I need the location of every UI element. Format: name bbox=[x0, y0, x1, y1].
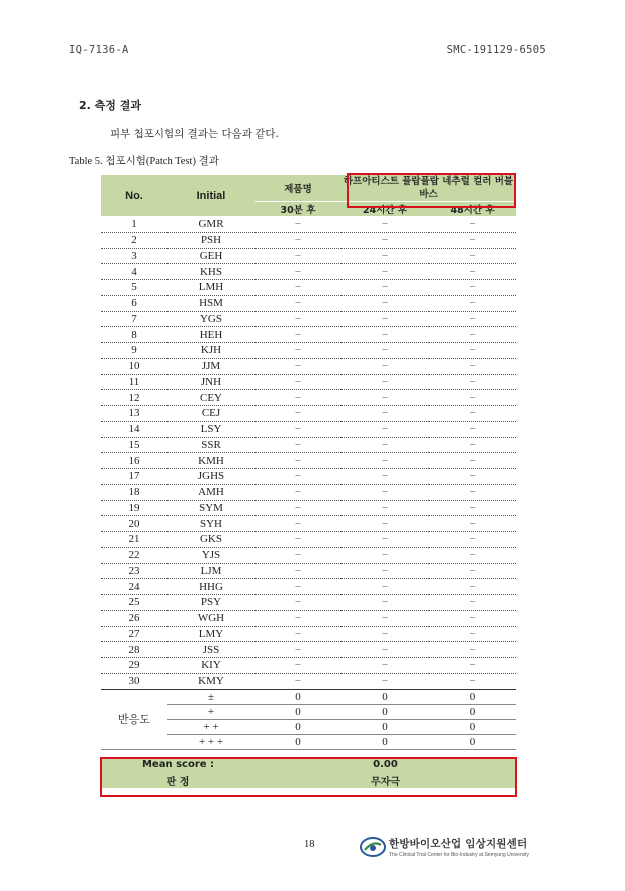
result-48h: – bbox=[429, 453, 516, 469]
subject-initial: HSM bbox=[167, 295, 255, 311]
table-row bbox=[101, 642, 516, 658]
result-30min: – bbox=[255, 547, 341, 563]
subject-initial: LMY bbox=[167, 626, 255, 642]
subject-no: 29 bbox=[101, 658, 167, 674]
result-24h: – bbox=[341, 595, 429, 611]
result-30min: – bbox=[255, 579, 341, 595]
result-24h: – bbox=[341, 264, 429, 280]
table-row bbox=[101, 358, 516, 374]
subject-no: 4 bbox=[101, 264, 167, 280]
result-24h: – bbox=[341, 469, 429, 485]
result-24h: – bbox=[341, 421, 429, 437]
reaction-count-30min: 0 bbox=[255, 719, 341, 734]
doc-id-right: SMC-191129-6505 bbox=[446, 44, 546, 56]
reaction-label: 반응도 bbox=[101, 689, 167, 749]
reaction-count-30min: 0 bbox=[255, 704, 341, 719]
result-30min: – bbox=[255, 217, 341, 233]
result-30min: – bbox=[255, 658, 341, 674]
mean-score-value: 0.00 bbox=[255, 756, 516, 772]
result-24h: – bbox=[341, 280, 429, 296]
result-30min: – bbox=[255, 500, 341, 516]
subject-no: 25 bbox=[101, 595, 167, 611]
patch-test-table bbox=[101, 175, 516, 788]
result-48h: – bbox=[429, 595, 516, 611]
subject-no: 24 bbox=[101, 579, 167, 595]
table-row bbox=[101, 547, 516, 563]
result-30min: – bbox=[255, 406, 341, 422]
subject-initial: AMH bbox=[167, 484, 255, 500]
subject-no: 6 bbox=[101, 295, 167, 311]
judgement-label: 판 정 bbox=[101, 772, 255, 788]
table-row bbox=[101, 595, 516, 611]
result-30min: – bbox=[255, 453, 341, 469]
table-row bbox=[101, 469, 516, 485]
table-row bbox=[101, 264, 516, 280]
subject-initial: SYH bbox=[167, 516, 255, 532]
result-24h: – bbox=[341, 642, 429, 658]
result-30min: – bbox=[255, 595, 341, 611]
result-48h: – bbox=[429, 217, 516, 233]
reaction-count-30min: 0 bbox=[255, 689, 341, 704]
subject-initial: JNH bbox=[167, 374, 255, 390]
result-30min: – bbox=[255, 484, 341, 500]
table-row bbox=[101, 217, 516, 233]
result-48h: – bbox=[429, 295, 516, 311]
result-30min: – bbox=[255, 532, 341, 548]
subject-initial: KHS bbox=[167, 264, 255, 280]
subject-initial: KMH bbox=[167, 453, 255, 469]
reaction-count-24h: 0 bbox=[341, 689, 429, 704]
result-48h: – bbox=[429, 390, 516, 406]
table-row bbox=[101, 484, 516, 500]
table-row bbox=[101, 563, 516, 579]
table-row bbox=[101, 248, 516, 264]
result-30min: – bbox=[255, 327, 341, 343]
result-24h: – bbox=[341, 484, 429, 500]
result-48h: – bbox=[429, 311, 516, 327]
table-row bbox=[101, 311, 516, 327]
reaction-symbol: + bbox=[167, 704, 255, 719]
header-48h: 48시간 후 bbox=[429, 202, 516, 217]
caption-prefix: Table 5. bbox=[69, 156, 106, 167]
reaction-count-24h: 0 bbox=[341, 704, 429, 719]
result-48h: – bbox=[429, 673, 516, 689]
result-24h: – bbox=[341, 390, 429, 406]
result-24h: – bbox=[341, 232, 429, 248]
table-row bbox=[101, 390, 516, 406]
reaction-count-48h: 0 bbox=[429, 719, 516, 734]
subject-no: 30 bbox=[101, 673, 167, 689]
subject-initial: GEH bbox=[167, 248, 255, 264]
logo-sub-text: The Clinical Trial Center for Bio-Industry at Semyung University bbox=[389, 852, 530, 858]
reaction-symbol: ± bbox=[167, 689, 255, 704]
result-48h: – bbox=[429, 327, 516, 343]
result-48h: – bbox=[429, 343, 516, 359]
result-24h: – bbox=[341, 343, 429, 359]
result-24h: – bbox=[341, 327, 429, 343]
result-30min: – bbox=[255, 311, 341, 327]
subject-no: 21 bbox=[101, 532, 167, 548]
subject-initial: KJH bbox=[167, 343, 255, 359]
subject-initial: JSS bbox=[167, 642, 255, 658]
result-48h: – bbox=[429, 437, 516, 453]
result-48h: – bbox=[429, 374, 516, 390]
subject-no: 28 bbox=[101, 642, 167, 658]
header-30min: 30분 후 bbox=[255, 202, 341, 217]
result-48h: – bbox=[429, 484, 516, 500]
subject-initial: JJM bbox=[167, 358, 255, 374]
section-title: 2. 측정 결과 bbox=[79, 99, 141, 112]
result-48h: – bbox=[429, 358, 516, 374]
subject-initial: SYM bbox=[167, 500, 255, 516]
result-48h: – bbox=[429, 232, 516, 248]
table-row bbox=[101, 626, 516, 642]
subject-initial: GMR bbox=[167, 217, 255, 233]
result-30min: – bbox=[255, 295, 341, 311]
result-30min: – bbox=[255, 610, 341, 626]
result-24h: – bbox=[341, 295, 429, 311]
subject-no: 3 bbox=[101, 248, 167, 264]
result-48h: – bbox=[429, 532, 516, 548]
reaction-count-30min: 0 bbox=[255, 734, 341, 749]
result-24h: – bbox=[341, 673, 429, 689]
result-24h: – bbox=[341, 406, 429, 422]
subject-initial: CEY bbox=[167, 390, 255, 406]
result-48h: – bbox=[429, 500, 516, 516]
spacer-cell bbox=[101, 749, 516, 756]
judgement-value: 무자극 bbox=[255, 772, 516, 788]
reaction-count-24h: 0 bbox=[341, 719, 429, 734]
result-48h: – bbox=[429, 658, 516, 674]
result-48h: – bbox=[429, 516, 516, 532]
reaction-count-48h: 0 bbox=[429, 689, 516, 704]
table-row bbox=[101, 500, 516, 516]
result-48h: – bbox=[429, 626, 516, 642]
result-30min: – bbox=[255, 437, 341, 453]
subject-no: 17 bbox=[101, 469, 167, 485]
result-30min: – bbox=[255, 280, 341, 296]
table-caption bbox=[69, 153, 219, 168]
subject-no: 27 bbox=[101, 626, 167, 642]
result-48h: – bbox=[429, 469, 516, 485]
table-row bbox=[101, 374, 516, 390]
subject-no: 22 bbox=[101, 547, 167, 563]
subject-no: 14 bbox=[101, 421, 167, 437]
product-name: 하프아티스트 플랍플랍 네추럴 컬러 버블바스 bbox=[341, 175, 516, 202]
header-24h: 24시간 후 bbox=[341, 202, 429, 217]
subject-initial: HEH bbox=[167, 327, 255, 343]
subject-initial: CEJ bbox=[167, 406, 255, 422]
subject-no: 10 bbox=[101, 358, 167, 374]
result-24h: – bbox=[341, 516, 429, 532]
table-row bbox=[101, 453, 516, 469]
result-48h: – bbox=[429, 406, 516, 422]
result-24h: – bbox=[341, 547, 429, 563]
subject-no: 11 bbox=[101, 374, 167, 390]
result-48h: – bbox=[429, 563, 516, 579]
table-row bbox=[101, 437, 516, 453]
result-30min: – bbox=[255, 469, 341, 485]
subject-no: 26 bbox=[101, 610, 167, 626]
result-30min: – bbox=[255, 232, 341, 248]
result-48h: – bbox=[429, 579, 516, 595]
intro-text: 피부 첩포시험의 결과는 다음과 같다. bbox=[110, 128, 279, 140]
result-24h: – bbox=[341, 532, 429, 548]
table-row bbox=[101, 673, 516, 689]
result-30min: – bbox=[255, 390, 341, 406]
table-row bbox=[101, 516, 516, 532]
reaction-count-48h: 0 bbox=[429, 704, 516, 719]
result-24h: – bbox=[341, 358, 429, 374]
table-row bbox=[101, 343, 516, 359]
subject-no: 13 bbox=[101, 406, 167, 422]
result-30min: – bbox=[255, 374, 341, 390]
result-24h: – bbox=[341, 217, 429, 233]
subject-no: 15 bbox=[101, 437, 167, 453]
result-30min: – bbox=[255, 264, 341, 280]
table-row bbox=[101, 232, 516, 248]
table-row bbox=[101, 658, 516, 674]
page-number: 18 bbox=[304, 839, 315, 850]
subject-initial: LSY bbox=[167, 421, 255, 437]
table-row bbox=[101, 280, 516, 296]
result-48h: – bbox=[429, 248, 516, 264]
result-24h: – bbox=[341, 610, 429, 626]
mean-score-label: Mean score : bbox=[101, 756, 255, 772]
result-48h: – bbox=[429, 642, 516, 658]
subject-initial: WGH bbox=[167, 610, 255, 626]
result-24h: – bbox=[341, 374, 429, 390]
header-product: 제품명 bbox=[255, 175, 341, 202]
table-row bbox=[101, 610, 516, 626]
result-24h: – bbox=[341, 311, 429, 327]
subject-initial: YGS bbox=[167, 311, 255, 327]
subject-no: 23 bbox=[101, 563, 167, 579]
result-24h: – bbox=[341, 658, 429, 674]
subject-no: 2 bbox=[101, 232, 167, 248]
doc-id-left: IQ-7136-A bbox=[69, 44, 129, 56]
subject-initial: GKS bbox=[167, 532, 255, 548]
result-24h: – bbox=[341, 626, 429, 642]
result-30min: – bbox=[255, 343, 341, 359]
subject-no: 7 bbox=[101, 311, 167, 327]
subject-initial: SSR bbox=[167, 437, 255, 453]
subject-initial: LMH bbox=[167, 280, 255, 296]
highlight-box-result bbox=[100, 757, 517, 797]
result-48h: – bbox=[429, 610, 516, 626]
center-logo bbox=[360, 836, 529, 858]
spacer-row bbox=[101, 749, 516, 756]
table-row bbox=[101, 295, 516, 311]
header-no: No. bbox=[101, 175, 167, 217]
subject-no: 19 bbox=[101, 500, 167, 516]
subject-no: 18 bbox=[101, 484, 167, 500]
header-initial: Initial bbox=[167, 175, 255, 217]
result-30min: – bbox=[255, 673, 341, 689]
result-30min: – bbox=[255, 626, 341, 642]
table-row bbox=[101, 579, 516, 595]
table-row bbox=[101, 406, 516, 422]
result-24h: – bbox=[341, 579, 429, 595]
reaction-count-24h: 0 bbox=[341, 734, 429, 749]
result-24h: – bbox=[341, 453, 429, 469]
reaction-row bbox=[101, 689, 516, 704]
subject-no: 16 bbox=[101, 453, 167, 469]
caption-body: 첩포시험(Patch Test) 결과 bbox=[105, 156, 219, 167]
result-30min: – bbox=[255, 563, 341, 579]
reaction-symbol: + + + bbox=[167, 734, 255, 749]
result-30min: – bbox=[255, 642, 341, 658]
result-48h: – bbox=[429, 421, 516, 437]
table-row bbox=[101, 327, 516, 343]
subject-no: 1 bbox=[101, 217, 167, 233]
center-logo-icon bbox=[360, 836, 386, 858]
subject-initial: PSY bbox=[167, 595, 255, 611]
subject-initial: KIY bbox=[167, 658, 255, 674]
subject-initial: LJM bbox=[167, 563, 255, 579]
result-30min: – bbox=[255, 358, 341, 374]
result-24h: – bbox=[341, 248, 429, 264]
subject-initial: YJS bbox=[167, 547, 255, 563]
subject-initial: KMY bbox=[167, 673, 255, 689]
highlight-box-product bbox=[347, 173, 516, 208]
subject-no: 5 bbox=[101, 280, 167, 296]
subject-no: 9 bbox=[101, 343, 167, 359]
table-row bbox=[101, 421, 516, 437]
reaction-count-48h: 0 bbox=[429, 734, 516, 749]
reaction-symbol: + + bbox=[167, 719, 255, 734]
result-24h: – bbox=[341, 500, 429, 516]
subject-no: 12 bbox=[101, 390, 167, 406]
subject-initial: PSH bbox=[167, 232, 255, 248]
result-48h: – bbox=[429, 264, 516, 280]
subject-initial: HHG bbox=[167, 579, 255, 595]
result-24h: – bbox=[341, 437, 429, 453]
result-30min: – bbox=[255, 248, 341, 264]
logo-main-text: 한방바이오산업 임상지원센터 bbox=[389, 838, 528, 850]
subject-no: 20 bbox=[101, 516, 167, 532]
result-30min: – bbox=[255, 421, 341, 437]
subject-initial: JGHS bbox=[167, 469, 255, 485]
result-48h: – bbox=[429, 547, 516, 563]
result-24h: – bbox=[341, 563, 429, 579]
table-row bbox=[101, 532, 516, 548]
result-30min: – bbox=[255, 516, 341, 532]
subject-no: 8 bbox=[101, 327, 167, 343]
result-48h: – bbox=[429, 280, 516, 296]
